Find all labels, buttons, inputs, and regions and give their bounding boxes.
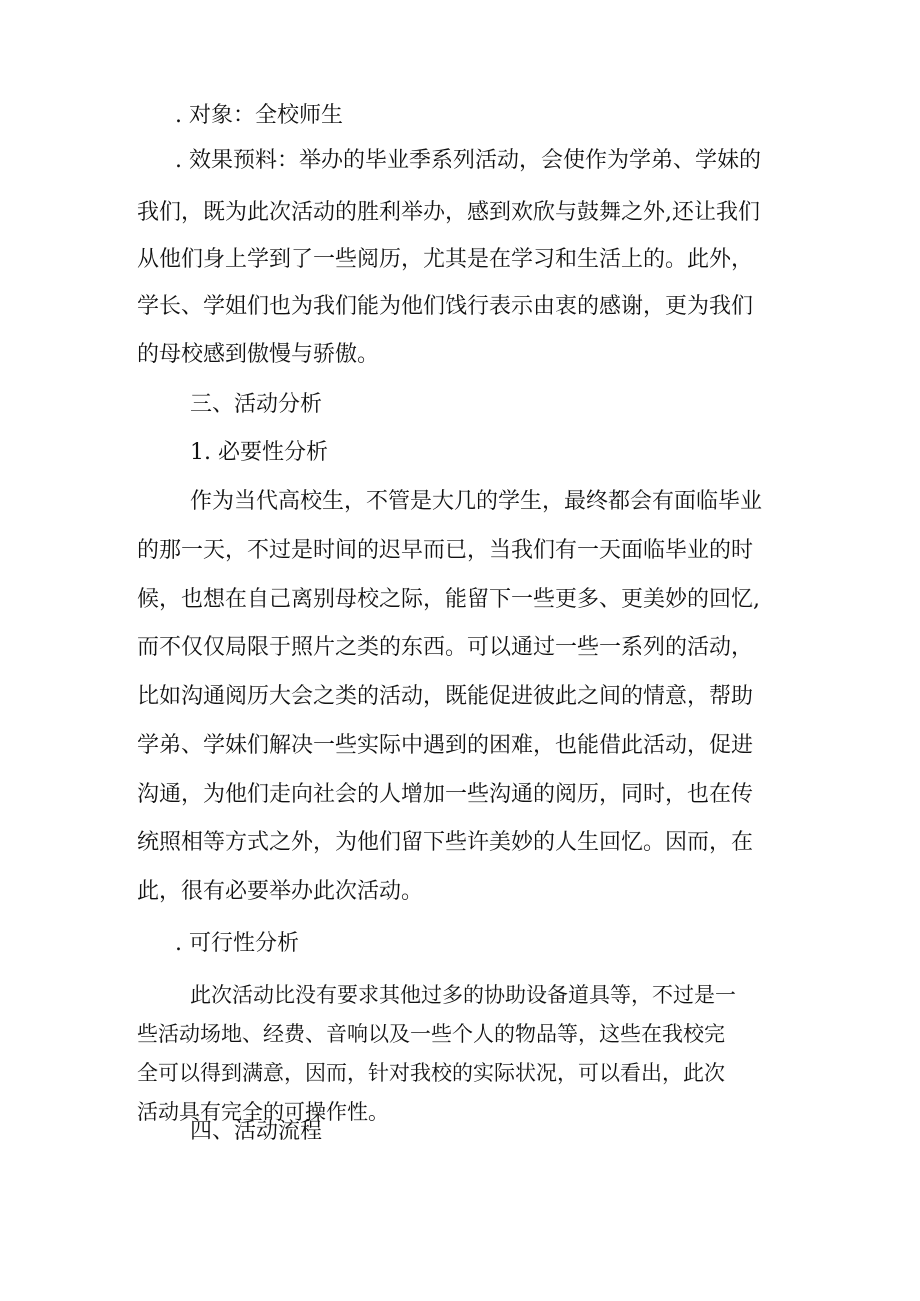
section-four-heading: 四、活动流程 xyxy=(190,1119,323,1144)
line-necessity-5: 比如沟通阅历大会之类的活动，既能促进彼此之间的情意，帮助 xyxy=(137,684,754,709)
line-feasibility-3: 全可以得到满意，因而，针对我校的实际状况，可以看出，此次 xyxy=(137,1061,725,1085)
line-necessity-3: 候，也想在自己离别母校之际，能留下一些更多、更美妙的回忆, xyxy=(137,587,760,612)
line-necessity-6: 学弟、学妹们解决一些实际中遇到的困难，也能借此活动，促进 xyxy=(137,733,754,758)
line-necessity-8: 统照相等方式之外，为他们留下些许美妙的人生回忆。因而，在 xyxy=(137,830,754,855)
line-necessity-4: 而不仅仅局限于照片之类的东西。可以通过一些一系列的活动， xyxy=(137,635,754,660)
line-feasibility-4: 活动具有完全的可操作性。 xyxy=(137,1100,389,1124)
line-necessity-7: 沟通，为他们走向社会的人增加一些沟通的阅历，同时，也在传 xyxy=(137,782,754,807)
line-necessity-2: 的那一天，不过是时间的迟早而已，当我们有一天面临毕业的时 xyxy=(137,538,754,563)
line-effect-5: 的母校感到傲慢与骄傲。 xyxy=(137,342,380,367)
line-effect-2: 我们，既为此次活动的胜利举办，感到欢欣与鼓舞之外,还让我们 xyxy=(137,200,760,225)
section-three-heading: 三、活动分析 xyxy=(190,392,323,417)
line-feasibility-1: 此次活动比没有要求其他过多的协助设备道具等，不过是一 xyxy=(190,983,736,1007)
line-effect-3: 从他们身上学到了一些阅历，尤其是在学习和生活上的。此外， xyxy=(137,247,754,272)
line-feasibility-2: 些活动场地、经费、音响以及一些个人的物品等，这些在我校完 xyxy=(137,1022,725,1046)
line-object: . 对象：全校师生 xyxy=(175,103,343,128)
line-effect-1: . 效果预料：举办的毕业季系列活动，会使作为学弟、学妹的 xyxy=(175,148,761,173)
subsection-necessity-heading: 1. 必要性分析 xyxy=(190,440,328,465)
line-necessity-1: 作为当代高校生，不管是大几的学生，最终都会有面临毕业 xyxy=(190,489,763,514)
line-effect-4: 学长、学姐们也为我们能为他们饯行表示由衷的感谢，更为我们 xyxy=(137,294,754,319)
subsection-feasibility-heading: . 可行性分析 xyxy=(175,931,299,956)
line-necessity-9: 此，很有必要举办此次活动。 xyxy=(137,879,424,904)
